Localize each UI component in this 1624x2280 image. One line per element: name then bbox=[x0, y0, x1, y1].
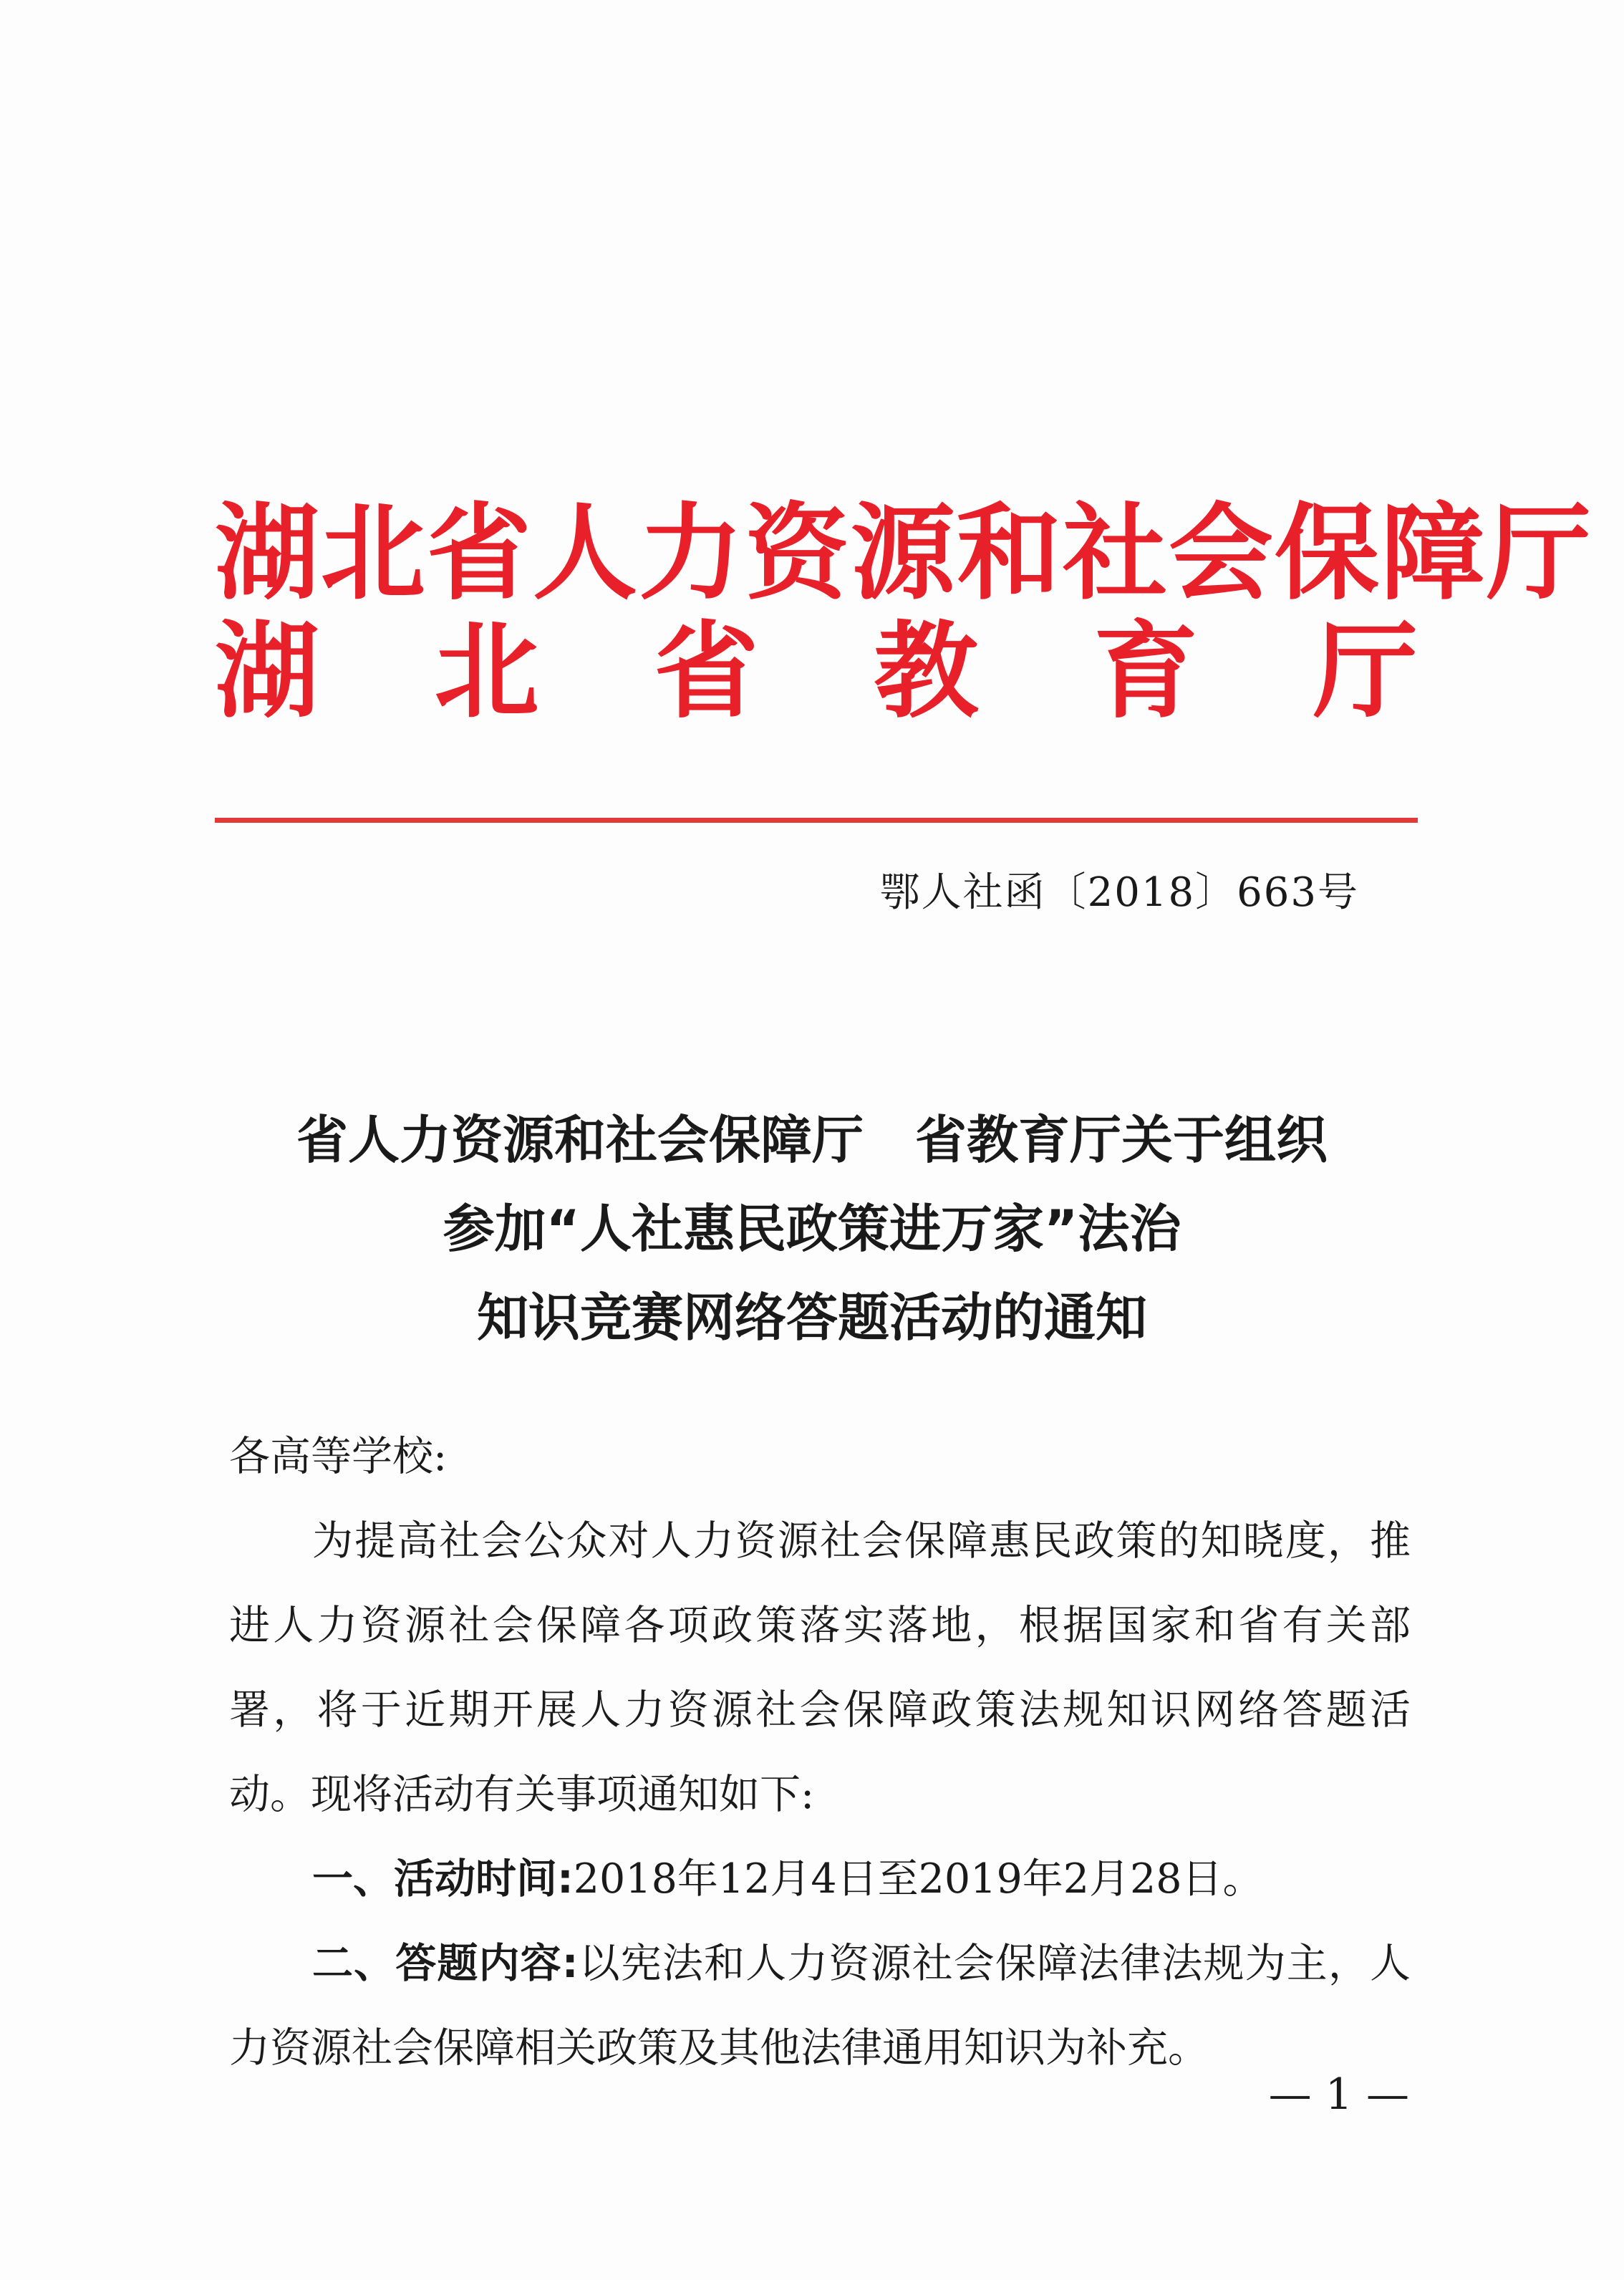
issuer-line-2-char: 教 bbox=[874, 611, 979, 733]
item-2-heading: 二、答题内容: bbox=[312, 1940, 579, 1987]
title-line-2: 参加“人社惠民政策进万家”法治 bbox=[443, 1199, 1181, 1259]
document-title bbox=[0, 1096, 1624, 1362]
item-1-paragraph bbox=[229, 1837, 1411, 1921]
item-2-text: 以宪法和人力资源社会保障法律法规为主，人力资源社会保障相关政策及其他法律通用知识为补充。 bbox=[229, 1940, 1411, 2072]
document-number: 鄂人社函〔2018〕663号 bbox=[879, 869, 1359, 916]
issuer-line-2-char: 育 bbox=[1093, 611, 1199, 733]
issuer-line-2-char: 省 bbox=[654, 611, 759, 733]
intro-paragraph: 为提高社会公众对人力资源社会保障惠民政策的知晓度，推进人力资源社会保障各项政策落实落地，根据国家和省有关部署，将于近期开展人力资源社会保障政策法规知识网络答题活动。现将活动有关事项通知如下: bbox=[229, 1517, 1411, 1818]
title-line-3: 知识竞赛网络答题活动的通知 bbox=[476, 1288, 1147, 1348]
issuer-line-2 bbox=[215, 611, 1418, 733]
issuer-line-1: 湖北省人力资源和社会保障厅 bbox=[215, 493, 1592, 614]
item-2-paragraph bbox=[229, 1921, 1411, 2090]
item-1-heading: 一、活动时间: bbox=[312, 1855, 574, 1903]
issuer-line-2-char: 厅 bbox=[1313, 611, 1418, 733]
title-line-1: 省人力资源和社会保障厅 省教育厅关于组织 bbox=[296, 1110, 1328, 1170]
document-body bbox=[229, 1414, 1411, 2090]
issuer-line-2-char: 北 bbox=[434, 611, 539, 733]
red-header-divider bbox=[215, 818, 1418, 823]
page-number: — 1 — bbox=[1268, 2069, 1409, 2120]
issuer-line-2-char: 湖 bbox=[215, 611, 319, 733]
salutation: 各高等学校: bbox=[229, 1433, 448, 1480]
item-1-text: 2018年12月4日至2019年2月28日。 bbox=[573, 1855, 1264, 1903]
